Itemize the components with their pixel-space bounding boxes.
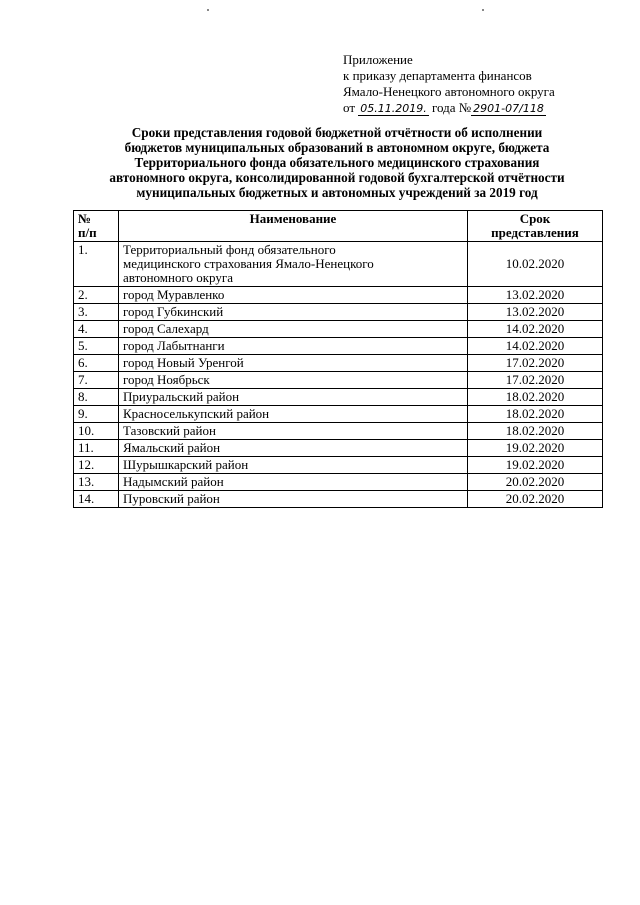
- row-name-line: медицинского страхования Ямало-Ненецкого: [123, 256, 374, 271]
- row-number: 10.: [74, 423, 119, 440]
- row-deadline: 17.02.2020: [468, 372, 603, 389]
- appendix-label: Приложение: [343, 52, 413, 67]
- handwritten-date: 05.11.2019.: [360, 102, 427, 115]
- row-deadline: 20.02.2020: [468, 474, 603, 491]
- row-deadline: 20.02.2020: [468, 491, 603, 508]
- row-name: город Салехард: [119, 321, 468, 338]
- row-name: Пуровский район: [119, 491, 468, 508]
- row-number: 6.: [74, 355, 119, 372]
- row-name: Шурышкарский район: [119, 457, 468, 474]
- appendix-order-ref: к приказу департамента финансов: [343, 68, 532, 83]
- row-number: 13.: [74, 474, 119, 491]
- scan-speck: [207, 9, 209, 11]
- header-name: Наименование: [119, 211, 468, 242]
- scan-speck: [482, 9, 484, 11]
- header-deadline: [468, 211, 603, 242]
- row-number: 2.: [74, 287, 119, 304]
- row-name: Тазовский район: [119, 423, 468, 440]
- table-row: [74, 372, 603, 389]
- table-row: [74, 338, 603, 355]
- row-deadline: 18.02.2020: [468, 406, 603, 423]
- from-label: от: [343, 100, 356, 115]
- row-number: 11.: [74, 440, 119, 457]
- table-row: [74, 355, 603, 372]
- row-name: [119, 242, 468, 287]
- row-name-line: Территориальный фонд обязательного: [123, 242, 336, 257]
- row-name: город Лабытнанги: [119, 338, 468, 355]
- row-name: Красноселькупский район: [119, 406, 468, 423]
- row-deadline: 14.02.2020: [468, 338, 603, 355]
- table-row: [74, 457, 603, 474]
- row-number: 9.: [74, 406, 119, 423]
- row-name: город Ноябрьск: [119, 372, 468, 389]
- row-deadline: 10.02.2020: [468, 242, 603, 287]
- table-row: [74, 491, 603, 508]
- row-name: Приуральский район: [119, 389, 468, 406]
- header-num-line1: №: [78, 211, 92, 226]
- row-name: город Губкинский: [119, 304, 468, 321]
- row-number: 1.: [74, 242, 119, 287]
- table-header-row: [74, 211, 603, 242]
- header-deadline-line1: Срок: [519, 211, 551, 226]
- row-name: Ямальский район: [119, 440, 468, 457]
- row-deadline: 18.02.2020: [468, 423, 603, 440]
- appendix-block: [343, 52, 555, 116]
- table-row: [74, 406, 603, 423]
- row-number: 8.: [74, 389, 119, 406]
- title-line: муниципальных бюджетных и автономных учреждений за 2019 год: [136, 185, 538, 200]
- row-number: 14.: [74, 491, 119, 508]
- row-deadline: 19.02.2020: [468, 457, 603, 474]
- document-title: [70, 125, 604, 200]
- row-number: 3.: [74, 304, 119, 321]
- row-number: 12.: [74, 457, 119, 474]
- table-row: [74, 242, 603, 287]
- table-row: [74, 287, 603, 304]
- row-name: город Муравленко: [119, 287, 468, 304]
- appendix-date-line: [343, 100, 555, 116]
- appendix-region: Ямало-Ненецкого автономного округа: [343, 84, 555, 99]
- row-deadline: 19.02.2020: [468, 440, 603, 457]
- header-deadline-line2: представления: [491, 225, 579, 240]
- title-line: Территориального фонда обязательного медицинского страхования: [134, 155, 540, 170]
- row-deadline: 13.02.2020: [468, 287, 603, 304]
- row-name: Надымский район: [119, 474, 468, 491]
- table-row: [74, 304, 603, 321]
- row-deadline: 17.02.2020: [468, 355, 603, 372]
- table-row: [74, 423, 603, 440]
- row-deadline: 18.02.2020: [468, 389, 603, 406]
- row-name-line: автономного округа: [123, 270, 233, 285]
- header-num-line2: п/п: [78, 225, 97, 240]
- row-number: 7.: [74, 372, 119, 389]
- title-line: Сроки представления годовой бюджетной отчётности об исполнении: [131, 125, 543, 140]
- header-num: [74, 211, 119, 242]
- table-row: [74, 321, 603, 338]
- row-number: 5.: [74, 338, 119, 355]
- table-row: [74, 440, 603, 457]
- row-name: город Новый Уренгой: [119, 355, 468, 372]
- title-line: автономного округа, консолидированной годовой бухгалтерской отчётности: [109, 170, 565, 185]
- schedule-table: [73, 210, 603, 508]
- title-line: бюджетов муниципальных образований в автономном округе, бюджета: [124, 140, 550, 155]
- table-row: [74, 474, 603, 491]
- row-deadline: 13.02.2020: [468, 304, 603, 321]
- row-deadline: 14.02.2020: [468, 321, 603, 338]
- row-number: 4.: [74, 321, 119, 338]
- handwritten-order-number: 2901-07/118: [473, 102, 544, 115]
- table-row: [74, 389, 603, 406]
- year-number-label: года №: [432, 100, 472, 115]
